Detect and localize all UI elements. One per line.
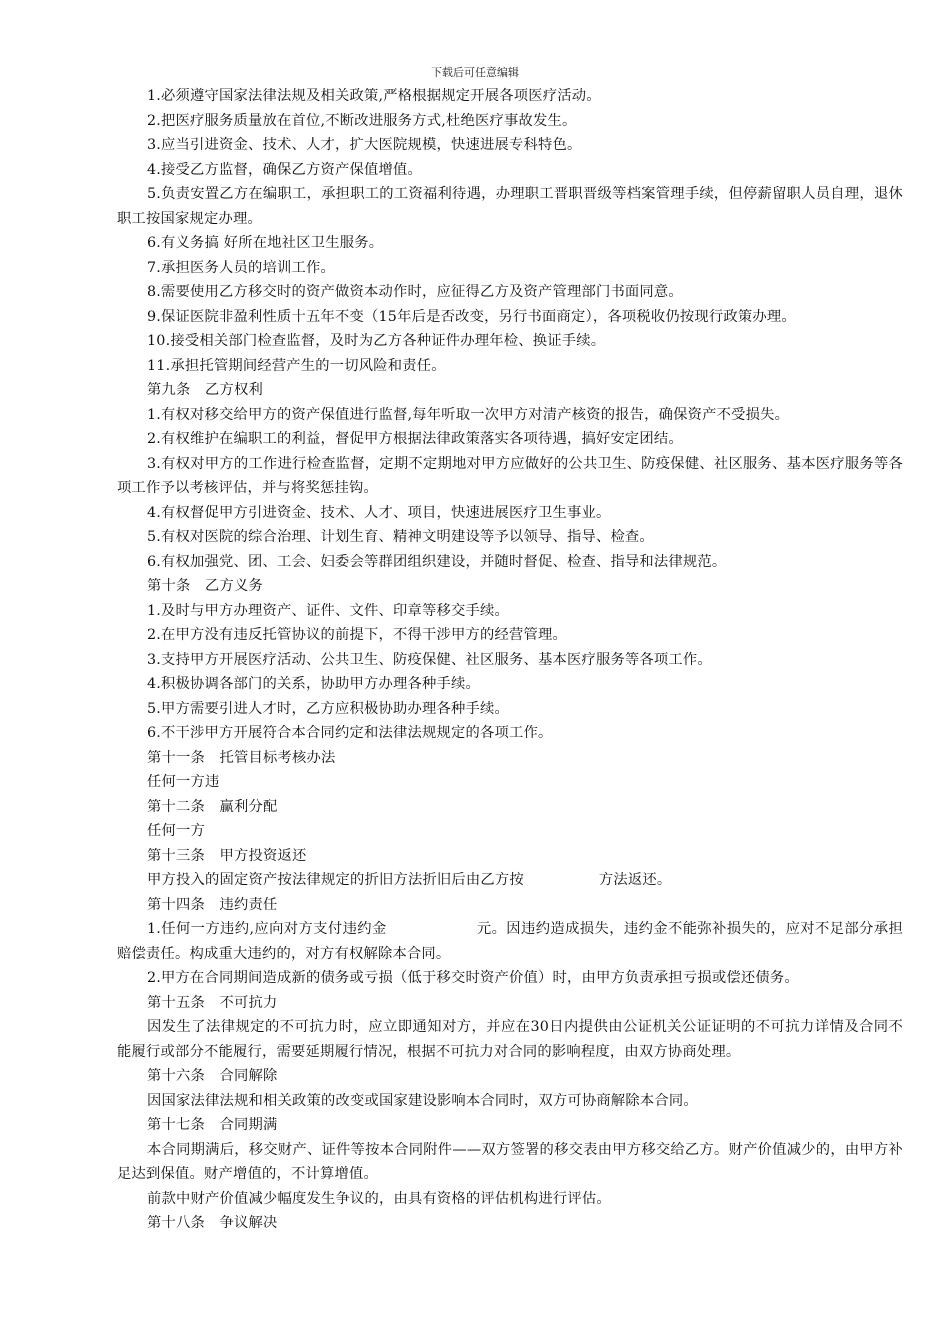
text-segment: 甲方投入的固定资产按法律规定的折旧方法折旧后由乙方按 — [147, 872, 524, 888]
paragraph: 3.应当引进资金、技术、人才，扩大医院规模，快速进展专科特色。 — [147, 137, 582, 153]
penalty-paragraph — [117, 917, 903, 966]
investment-return-paragraph — [117, 868, 903, 893]
text-segment: 元。因违约造成损失，违约金不能弥补损失的，应对不足部分承担赔偿责任。构成重大违约的，对方有权解除本合同。 — [117, 921, 903, 962]
document-body — [117, 84, 903, 1236]
text-segment: 方法返还。 — [598, 872, 672, 888]
paragraph: 因国家法律法规和相关政策的改变或国家建设影响本合同时，双方可协商解除本合同。 — [147, 1092, 698, 1109]
article-heading: 第十三条 甲方投资返还 — [147, 847, 307, 864]
paragraph: 因发生了法律规定的不可抗力时，应立即通知对方，并应在30日内提供由公证机关公证证明的不可抗力详情及合同不能履行或部分不能履行，需要延期履行情况，根据不可抗力对合同的影响程度，由双方协商处理。 — [117, 1019, 903, 1060]
paragraph: 4.积极协调各部门的关系，协助甲方办理各种手续。 — [147, 676, 480, 692]
page-header: 下载后可任意编辑 — [431, 66, 519, 79]
paragraph: 5.负责安置乙方在编职工，承担职工的工资福利待遇，办理职工晋职晋级等档案管理手续，但停薪留职人员自理，退休职工按国家规定办理。 — [117, 186, 903, 227]
paragraph: 前款中财产价值减少幅度发生争议的，由具有资格的评估机构进行评估。 — [147, 1190, 611, 1207]
paragraph: 6.有义务搞 好所在地社区卫生服务。 — [147, 235, 384, 251]
paragraph: 2.在甲方没有违反托管协议的前提下，不得干涉甲方的经营管理。 — [147, 627, 567, 643]
paragraph: 1.有权对移交给甲方的资产保值进行监督,每年听取一次甲方对清产核资的报告，确保资产不受损失。 — [147, 406, 790, 423]
paragraph: 4.接受乙方监督，确保乙方资产保值增值。 — [147, 161, 422, 178]
text-segment: 1.任何一方违约,应向对方支付违约金 — [147, 921, 387, 937]
article-heading: 第十五条 不可抗力 — [147, 994, 278, 1011]
paragraph: 3.有权对甲方的工作进行检查监督，定期不定期地对甲方应做好的公共卫生、防疫保健、社区服务、基本医疗服务等各项工作予以考核评估，并与将奖惩挂钩。 — [117, 455, 903, 496]
paragraph: 10.接受相关部门检查监督，及时为乙方各种证件办理年检、换证手续。 — [147, 333, 606, 349]
article-heading: 第十六条 合同解除 — [147, 1068, 278, 1084]
paragraph: 4.有权督促甲方引进资金、技术、人才、项目，快速进展医疗卫生事业。 — [147, 504, 611, 521]
paragraph: 8.需要使用乙方移交时的资产做资本动作时，应征得乙方及资产管理部门书面同意。 — [147, 284, 683, 300]
article-heading: 第十七条 合同期满 — [147, 1117, 278, 1133]
paragraph: 1.必须遵守国家法律法规及相关政策,严格根据规定开展各项医疗活动。 — [147, 88, 601, 104]
paragraph: 5.甲方需要引进人才时，乙方应积极协助办理各种手续。 — [147, 700, 509, 717]
paragraph: 任何一方 — [147, 823, 205, 839]
article-heading: 第十八条 争议解决 — [147, 1215, 278, 1231]
article-heading: 第十二条 赢利分配 — [147, 798, 278, 815]
paragraph: 1.及时与甲方办理资产、证件、文件、印章等移交手续。 — [147, 602, 509, 619]
paragraph: 3.支持甲方开展医疗活动、公共卫生、防疫保健、社区服务、基本医疗服务等各项工作。 — [147, 651, 712, 668]
article-heading: 第十四条 违约责任 — [147, 896, 278, 913]
paragraph: 6.不干涉甲方开展符合本合同约定和法律法规规定的各项工作。 — [147, 725, 553, 741]
paragraph: 2.把医疗服务质量放在首位,不断改进服务方式,杜绝医疗事故发生。 — [147, 112, 577, 129]
article-heading: 第十条 乙方义务 — [147, 578, 263, 594]
article-heading: 第十一条 托管目标考核办法 — [147, 749, 336, 766]
paragraph: 5.有权对医院的综合治理、计划生育、精神文明建设等予以领导、指导、检查。 — [147, 529, 654, 545]
paragraph: 11.承担托管期间经营产生的一切风险和责任。 — [147, 357, 446, 374]
paragraph: 6.有权加强党、团、工会、妇委会等群团组织建设，并随时督促、检查、指导和法律规范。 — [147, 553, 727, 570]
paragraph: 2.甲方在合同期间造成新的债务或亏损（低于移交时资产价值）时，由甲方负责承担亏损或偿还债务。 — [147, 970, 799, 986]
paragraph: 7.承担医务人员的培训工作。 — [147, 259, 336, 276]
paragraph: 任何一方违 — [147, 774, 220, 790]
article-heading: 第九条 乙方权利 — [147, 382, 263, 398]
paragraph: 9.保证医院非盈利性质十五年不变（15年后是否改变，另行书面商定），各项税收仍按现行政策办理。 — [147, 308, 796, 325]
paragraph: 本合同期满后，移交财产、证件等按本合同附件——双方签署的移交表由甲方移交给乙方。财产价值减少的，由甲方补足达到保值。财产增值的，不计算增值。 — [117, 1141, 903, 1182]
paragraph: 2.有权维护在编职工的利益，督促甲方根据法律政策落实各项待遇，搞好安定团结。 — [147, 431, 683, 447]
